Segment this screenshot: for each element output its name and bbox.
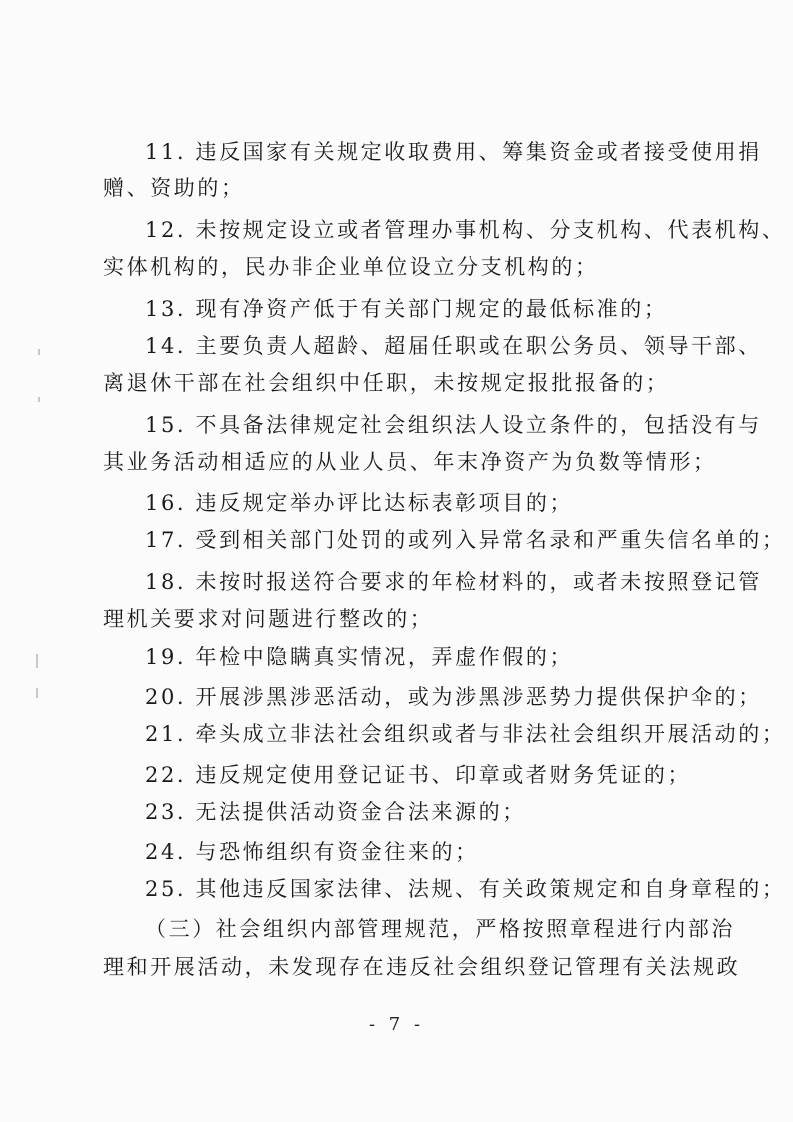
text-line: 18. 未按时报送符合要求的年检材料的，或者未按照登记管 (145, 570, 762, 594)
text-line: 离退休干部在社会组织中任职，未按规定报批报备的； (103, 371, 670, 395)
text-line: 理和开展活动，未发现存在违反社会组织登记管理有关法规政 (103, 955, 741, 979)
text-line: 14. 主要负责人超龄、超届任职或在职公务员、领导干部、 (145, 334, 762, 358)
text-line: 15. 不具备法律规定社会组织法人设立条件的，包括没有与 (145, 413, 762, 437)
text-line: 16. 违反规定举办评比达标表彰项目的； (145, 491, 574, 515)
text-line: 25. 其他违反国家法律、法规、有关政策规定和自身章程的； (145, 877, 786, 901)
text-line: 24. 与恐怖组织有资金往来的； (145, 840, 479, 864)
text-line: 13. 现有净资产低于有关部门规定的最低标准的； (145, 297, 668, 321)
text-line: 17. 受到相关部门处罚的或列入异常名录和严重失信名单的； (145, 528, 786, 552)
text-line: 22. 违反规定使用登记证书、印章或者财务凭证的； (145, 763, 692, 787)
page-number: - 7 - (368, 1014, 425, 1035)
text-line: 19. 年检中隐瞒真实情况，弄虚作假的； (145, 645, 574, 669)
text-line: 12. 未按规定设立或者管理办事机构、分支机构、代表机构、 (145, 218, 786, 242)
text-line: 11. 违反国家有关规定收取费用、筹集资金或者接受使用捐 (145, 140, 762, 164)
scan-artifact (36, 688, 38, 698)
text-line: （三）社会组织内部管理规范，严格按照章程进行内部治 (145, 917, 735, 941)
scan-artifact (38, 397, 40, 402)
scan-artifact (38, 349, 40, 355)
text-line: 23. 无法提供活动资金合法来源的； (145, 800, 526, 824)
text-line: 20. 开展涉黑涉恶活动，或为涉黑涉恶势力提供保护伞的； (145, 685, 762, 709)
text-line: 其业务活动相适应的从业人员、年末净资产为负数等情形； (103, 450, 717, 474)
text-line: 实体机构的，民办非企业单位设立分支机构的； (103, 255, 599, 279)
scan-artifact (36, 654, 38, 668)
text-line: 理机关要求对问题进行整改的； (103, 607, 434, 631)
text-line: 21. 牵头成立非法社会组织或者与非法社会组织开展活动的； (145, 722, 786, 746)
text-line: 赠、资助的； (103, 176, 245, 200)
